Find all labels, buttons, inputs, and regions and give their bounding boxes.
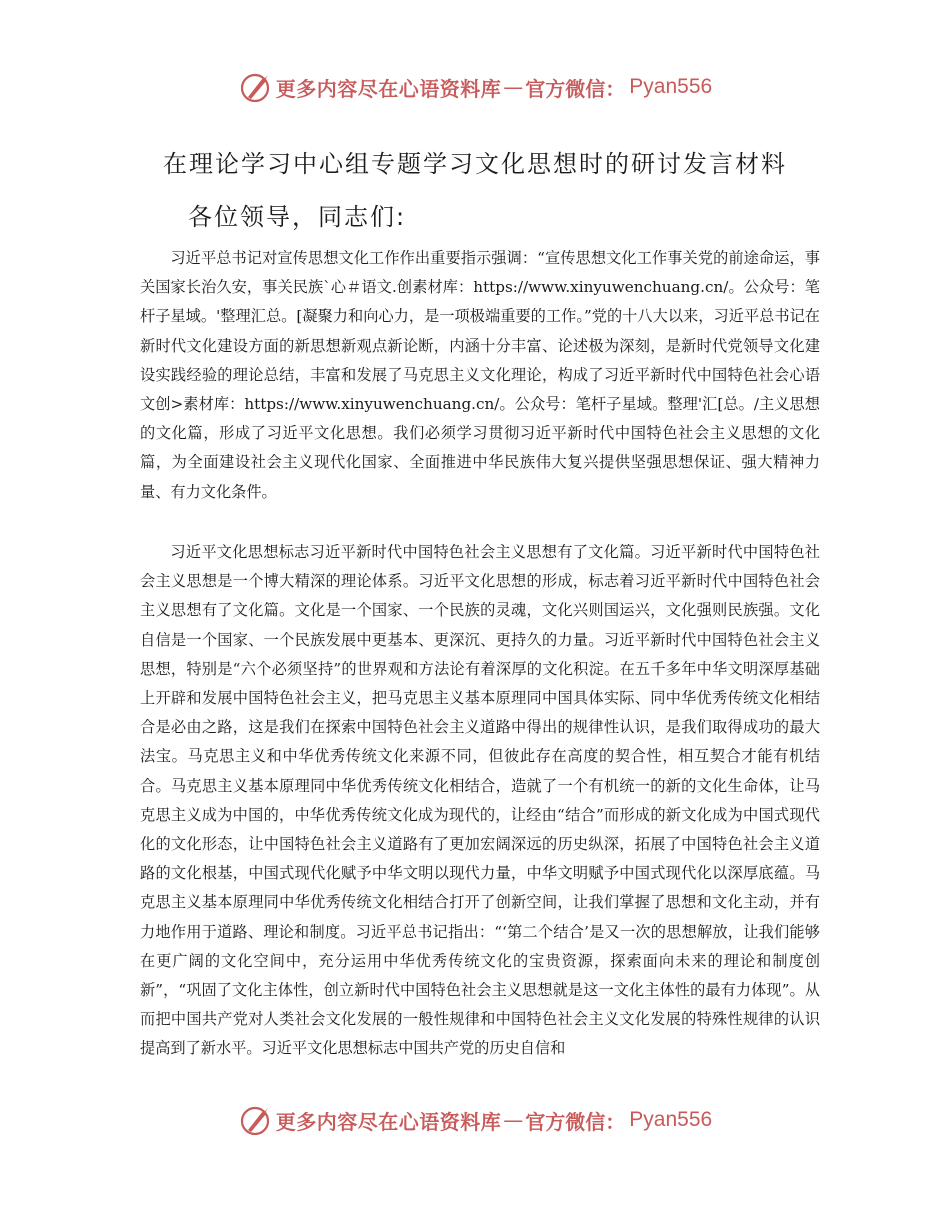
- banner-wechat-label: 官方微信：: [525, 1109, 626, 1134]
- footer-banner: [0, 1103, 950, 1137]
- paragraph-1: [140, 244, 820, 507]
- banner-dash: —: [503, 1108, 524, 1132]
- header-banner: [0, 70, 950, 104]
- paragraph-text: 习近平文化思想标志习近平新时代中国特色社会主义思想有了文化篇。习近平新时代中国特色社会主义思想是一个博大精深的理论体系。习近平文化思想的形成，标志着习近平新时代中国特色社会主义思想有了文化篇。文化是一个国家、一个民族的灵魂，文化兴则国运兴，文化强则民族强。文化自信是一个国家、一个民族发展中更基本、更深沉、更持久的力量。习近平新时代中国特色社会主义思想，特别是“六个必须坚持”的世界观和方法论有着深厚的文化积淀。在五千多年中华文明深厚基础上开辟和发展中国特色社会主义，把马克思主义基本原理同中国具体实际、同中华优秀传统文化相结合是必由之路，这是我们在探索中国特色社会主义道路中得出的规律性认识，是我们取得成功的最大法宝。马克思主义和中华优秀传统文化来源不同，但彼此存在高度的契合性，相互契合才能有机结合。马克思主义基本原理同中华优秀传统文化相结合，造就了一个有机统一的新的文化生命体，让马克思主义成为中国的，中华优秀传统文化成为现代的，让经由“结合”而形成的新文化成为中国式现代化的文化形态，让中国特色社会主义道路有了更加宏阔深远的历史纵深，拓展了中国特色社会主义道路的文化根基，中国式现代化赋予中华文明以现代力量，中华文明赋予中国式现代化以深厚底蕴。马克思主义基本原理同中华优秀传统文化相结合打开了创新空间，让我们掌握了思想和文化主动，并有力地作用于道路、理论和制度。习近平总书记指出：“‘第二个结合’是又一次的思想解放，让我们能够在更广阔的文化空间中，充分运用中华优秀传统文化的宝贵资源，探索面向未来的理论和制度创新”，“巩固了文化主体性，创立新时代中国特色社会主义思想就是这一文化主体性的最有力体现”。从而把中国共产党对人类社会文化发展的一般性规律和中国特色社会主义文化发展的特殊性规律的认识提高到了新水平。习近平文化思想标志中国共产党的历史自信和: [140, 543, 820, 1058]
- paragraph-text: 习近平总书记对宣传思想文化工作作出重要指示强调：“宣传思想文化工作事关党的前途命运，事关国家长治久安，事关民族`心＃语文.创素材库：https://www.xinyuwenchuang.cn/。公众号：笔杆子星域。'整理汇总。[凝聚力和向心力，是一项极端重要的工作。”党的十八大以来，习近平总书记在新时代文化建设方面的新思想新观点新论断，内涵十分丰富、论述极为深刻，是新时代党领导文化建设实践经验的理论总结，丰富和发展了马克思主义文化理论，构成了习近平新时代中国特色社会心语文创>素材库：https://www.xinyuwenchuang.cn/。公众号：笔杆子星域。整理'汇[总。/主义思想的文化篇，形成了习近平文化思想。我们必须学习贯彻习近平新时代中国特色社会主义思想的文化篇，为全面建设社会主义现代化国家、全面推进中华民族伟大复兴提供坚强思想保证、强大精神力量、有力文化条件。: [140, 249, 820, 501]
- banner-dash: —: [503, 75, 524, 99]
- banner-main-text: 更多内容尽在心语资料库: [275, 76, 502, 101]
- quill-pen-icon: [238, 1103, 272, 1137]
- banner-wechat-id: Pyan556: [629, 75, 713, 98]
- banner-wechat-label: 官方微信：: [525, 76, 626, 101]
- banner-wechat-id: Pyan556: [629, 1108, 713, 1131]
- quill-pen-icon: [238, 70, 272, 104]
- page-title: 在理论学习中心组专题学习文化思想时的研讨发言材料: [163, 150, 787, 178]
- salutation: 各位领导，同志们:: [188, 203, 407, 231]
- paragraph-2: [140, 538, 820, 1064]
- banner-main-text: 更多内容尽在心语资料库: [275, 1109, 502, 1134]
